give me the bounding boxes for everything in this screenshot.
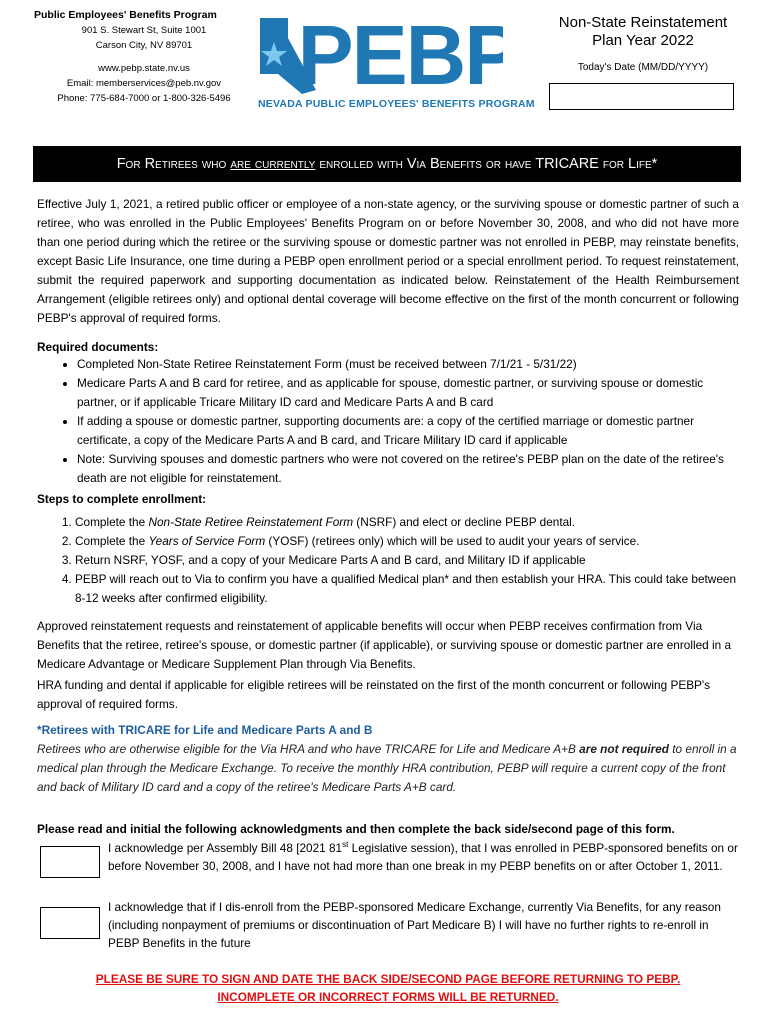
approved-paragraph: Approved reinstatement requests and reinstatement of applicable benefits will occur when PEBP receives confirmation from Via Benefits that the retiree, retiree's spouse, or domestic partner (if applicable), or surviving spouse or domestic partner are enrolled in a Medicare Advantage or Medicare Supplement Plan through Via Benefits.	[37, 619, 732, 671]
step-1-after: (NSRF) and elect or decline PEBP dental.	[353, 515, 576, 529]
ack2-initials-input[interactable]	[40, 907, 100, 939]
intro-paragraph: Effective July 1, 2021, a retired public officer or employee of a non-state agency, or the surviving spouse or domestic partner of such a retiree, who was enrolled in the Public Employees' Benefits Program on or before November 30, 2008, and who did not have more than one period during which the retiree or the surviving spouse or domestic partner was not enrolled in PEBP, may reinstate benefits, except Basic Life Insurance, one time during a PEBP open enrollment period or a special enrollment period. To request reinstatement, submit the required paperwork and supporting documentation as indicated below. Reinstatement of the Health Reimbursement Arrangement (eligible retirees only) and optional dental coverage will become effective on the first of the month concurrent or following PEBP's approval of required forms.	[37, 197, 739, 325]
step-2	[75, 532, 739, 551]
step-2-before: Complete the	[75, 534, 149, 548]
ack1-before: I acknowledge per Assembly Bill 48 [2021 81	[108, 840, 343, 855]
ack1-initials-input[interactable]	[40, 846, 100, 878]
ack1-sup: st	[342, 840, 349, 849]
date-label: Today's Date (MM/DD/YYYY)	[577, 62, 709, 73]
list-item: • If adding a spouse or domestic partner, supporting documents are: a copy of the certified marriage or domestic partner certificate, a copy of the Medicare Parts A and B card, and Tricare Military ID card if applicable	[77, 412, 739, 450]
step-3: 3. Return NSRF, YOSF, and a copy of your Medicare Parts A and B card, and Military ID if applicable	[75, 551, 739, 570]
step-4: 4. PEBP will reach out to Via to confirm you have a qualified Medical plan* and then establish your HRA. This could take between 8-12 weeks after confirmed eligibility.	[75, 570, 739, 608]
pebp-logo	[258, 14, 535, 116]
logo-text: PEBP	[297, 14, 503, 98]
banner	[33, 146, 741, 182]
program-name: Public Employees' Benefits Program	[34, 9, 217, 21]
contact-block	[34, 8, 254, 106]
step-1	[75, 513, 739, 532]
address-line2: Carson City, NV 89701	[95, 40, 193, 51]
ack1-text	[108, 836, 738, 875]
date-input[interactable]	[549, 83, 734, 110]
nevada-state-icon	[258, 14, 503, 98]
ack2-text: I acknowledge that if I dis-enroll from the PEBP-sponsored Medicare Exchange, currently Via Benefits, for any reason (including nonpayment of premiums or discontinuation of Part Medicare B) I will have no further rights to re-enroll in PEBP Benefits in the future	[108, 900, 721, 950]
steps-title: Steps to complete enrollment:	[37, 492, 207, 506]
warning-notice	[37, 970, 739, 1006]
banner-text-before: For Retirees who	[116, 156, 227, 172]
banner-text-after: enrolled with Via Benefits or have TRICARE for Life*	[319, 156, 658, 172]
list-item: • Completed Non-State Retiree Reinstatement Form (must be received between 7/1/21 - 5/31/22)	[77, 355, 739, 374]
warning-line2: INCOMPLETE OR INCORRECT FORMS WILL BE RETURNED.	[217, 990, 559, 1004]
warning-line1: PLEASE BE SURE TO SIGN AND DATE THE BACK SIDE/SECOND PAGE BEFORE RETURNING TO PEBP.	[95, 972, 681, 986]
step-1-before: Complete the	[75, 515, 149, 529]
step-1-form-name: Non-State Retiree Reinstatement Form	[148, 515, 354, 529]
phone-number: Phone: 775-684-7000 or 1-800-326-5496	[57, 93, 231, 104]
acknowledgments-title: Please read and initial the following acknowledgments and then complete the back side/second page of this form.	[37, 822, 675, 836]
banner-text-underlined: are currently	[230, 156, 316, 172]
tricare-body	[37, 740, 739, 797]
address-line1: 901 S. Stewart St, Suite 1001	[81, 25, 207, 36]
form-title-line2: Plan Year 2022	[592, 32, 694, 49]
tricare-title: *Retirees with TRICARE for Life and Medicare Parts A and B	[37, 723, 373, 737]
form-title-line1: Non-State Reinstatement	[558, 14, 728, 31]
step-2-after: (YOSF) (retirees only) which will be used to audit your years of service.	[265, 534, 640, 548]
step-2-form-name: Years of Service Form	[148, 534, 266, 548]
required-documents-title: Required documents:	[37, 340, 159, 354]
list-item: • Medicare Parts A and B card for retiree, and as applicable for spouse, domestic partner, or surviving spouse or domestic partner, or if applicable Tricare Military ID card and Medicare Parts A and B card	[77, 374, 739, 412]
hra-paragraph: HRA funding and dental if applicable for eligible retirees will be reinstated on the first of the month concurrent or following PEBP's approval of required forms.	[37, 678, 711, 711]
steps-list	[37, 513, 739, 608]
list-item: • Note: Surviving spouses and domestic partners who were not covered on the retiree's PEBP plan on the date of the retiree's death are not eligible for reinstatement.	[77, 450, 739, 488]
form-title-block	[538, 14, 748, 73]
tricare-body-after: to enroll in a medical plan through the Medicare Exchange. To receive the monthly HRA contribution, PEBP will require a current copy of the front and back of Military ID card and a copy of the retiree's Medicare Parts A+B card.	[37, 742, 737, 794]
tricare-body-bold: are not required	[579, 742, 669, 756]
logo-caption: NEVADA PUBLIC EMPLOYEES' BENEFITS PROGRAM	[258, 98, 535, 110]
website-link[interactable]: www.pebp.state.nv.us	[98, 63, 190, 74]
required-documents-list	[37, 355, 739, 488]
email-link[interactable]: Email: memberservices@peb.nv.gov	[66, 78, 222, 89]
ack1-after: Legislative session), that I was enrolled in PEBP-sponsored benefits on or before November 30, 2008, and I have not had more than one break in my PEBP benefits on or after October 1, 2011.	[108, 840, 738, 873]
tricare-body-before: Retirees who are otherwise eligible for the Via HRA and who have TRICARE for Life and Medicare A+B	[37, 742, 580, 756]
